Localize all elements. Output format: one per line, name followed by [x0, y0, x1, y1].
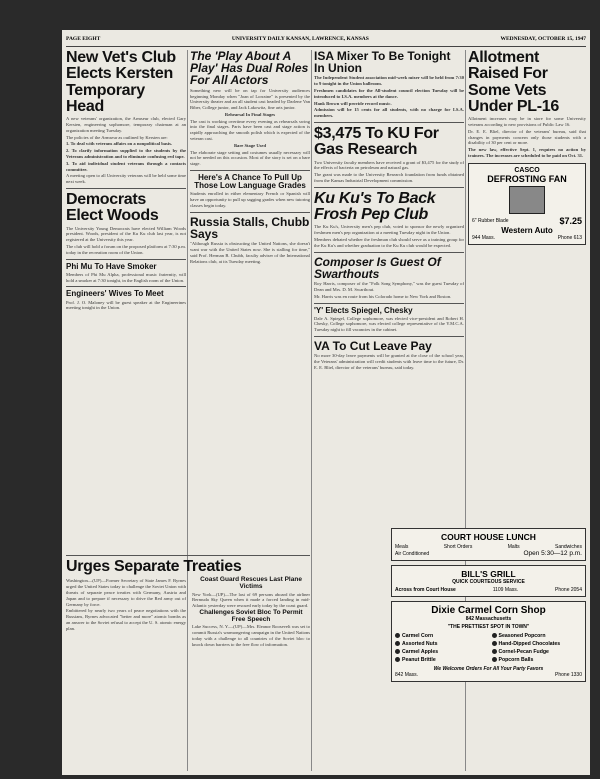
- vets-club-p3: 1. To deal with veterans affairs on a nonpolitical basis.: [66, 141, 173, 147]
- composer-p2: Mr. Harris was en route from his Colorado home to New York and Boston.: [314, 293, 452, 299]
- divider: [314, 303, 464, 304]
- bullet-icon: [395, 641, 400, 646]
- kuku-p1: The Ku Ku's, University men's pep club, voted to sponsor the newly organized freshmen men's pep organization at a meeting Tuesday night in the Union.: [314, 224, 464, 236]
- corn-items: [395, 633, 582, 663]
- kuku-headline: Ku Ku's To Back Frosh Pep Club: [314, 189, 436, 224]
- corn-item: Hand-Dipped Chocolates: [492, 641, 583, 647]
- play-sub1: Rehearsal In Final Stages: [224, 111, 276, 117]
- casco-blade: 6" Rubber Blade: [472, 217, 509, 224]
- vets-club-p4: 2. To clarify information supplied to the students by the Veterans administration and to eliminate confusing red tape.: [66, 148, 186, 160]
- vets-club-p1: A new veterans' organization, the Armseur club, elected Gary Kersten, engineering sophomore, temporary chairman at an organization meeting Tuesday.: [66, 116, 186, 133]
- coast-guard-p1: New York—(UP)—The last of 69 persons aboard the airliner Bermuda Sky Queen when it made a forced landing in mid-Atlantic yesterday were rescued early today by the coast guard.: [192, 591, 310, 609]
- corn-item: Cornel-Pecan Fudge: [492, 649, 583, 655]
- isa-p1: The Independent Student association mid-week mixer will be held from 7:30 to 9 tonight in the Union ballroom.: [314, 75, 464, 87]
- vets-club-p2: The policies of the Armseur as outlined by Kersten are:: [66, 134, 168, 140]
- column-rule: [187, 50, 188, 771]
- bullet-icon: [492, 641, 497, 646]
- allotment-p3: The new law, effective Sept. 1, requires no action by trainees. The increases are scheduled to be paid on Oct. 31.: [468, 147, 586, 159]
- lunch-hours: Open 5:30—12 p.m.: [523, 550, 582, 557]
- casco-title: DEFROSTING FAN: [487, 173, 567, 184]
- casco-address: 944 Mass.: [472, 234, 496, 241]
- isa-headline: ISA Mixer To Be Tonight In Union: [314, 50, 451, 76]
- democrats-p1: The University Young Democrats have elected William Woods president. Woods, president of the Ku Ku club last year, is not registered at the University this year.: [66, 225, 186, 243]
- urges-p2: Embittered by nearly two years of peace negotiations with the Russians, Byrnes advocated "better and more" atomic bombs as an answer to the Soviet refusal to accept the U. S. atomic energy plan.: [66, 608, 186, 631]
- urges-treaties-section: [66, 552, 310, 648]
- lunch-meals: Meals: [395, 544, 409, 550]
- divider: [190, 170, 310, 171]
- vets-club-p5: 3. To aid individual student veterans through a contacts committee.: [66, 160, 186, 172]
- lunch-malts: Malts: [507, 544, 520, 550]
- russia-headline: Russia Stalls, Chubb Says: [190, 214, 310, 241]
- corn-phone: Phone 1330: [555, 672, 582, 678]
- corn-address: 842 Massachusetts: [465, 616, 512, 622]
- y-elects-p1: Dale A. Spiegel, College sophomore, was elected vice-president and Robert H. Chesky, College sophomore, was elected college representative of the Y.M.C.A. Tuesday night to fill vacancies in the cabinet.: [314, 315, 464, 333]
- free-speech-headline: Challenges Soviet Bloc To Permit Free Speech: [199, 608, 303, 623]
- va-leave-p1: No more 30-day leave payments will be granted at the close of the school year, the Veterans' administration will credit students with leave time to the future, Dr. E. E. Bliel, director of the veterans' bureau, said today.: [314, 353, 464, 370]
- bullet-icon: [492, 649, 497, 654]
- lunch-title: COURT HOUSE LUNCH: [441, 532, 536, 542]
- coast-guard-headline: Coast Guard Rescues Last Plane Victims: [200, 576, 302, 590]
- allotment-p1: Allotment increases may be in store for some University veterans according to new provisions of Public Law 16.: [468, 116, 586, 128]
- bullet-icon: [492, 657, 497, 662]
- bills-across: Across from Court House: [395, 587, 456, 593]
- bullet-icon: [395, 657, 400, 662]
- play-p2: The cast is working overtime every evening as rehearsals swing into the final stages. Parts have been cast and stage action is rapidly approaching the smooth polish which is expected of the veteran cast.: [190, 118, 310, 142]
- bills-subtitle: QUICK COURTEOUS SERVICE: [452, 579, 525, 585]
- column-rule: [311, 50, 312, 771]
- kuku-p2: Members debated whether the freshman club should serve as a training group for the Ku Ku's and whether graduation to the Ku Ku club would be expected.: [314, 237, 464, 248]
- corn-item: Popcorn Balls: [492, 657, 583, 663]
- divider: [66, 259, 186, 260]
- column-2: [190, 50, 310, 517]
- lunch-sandwiches: Sandwiches: [555, 544, 582, 550]
- lunch-orders: Short Orders: [443, 544, 473, 550]
- allotment-headline: Allotment Raised For Some Vets Under PL-16: [468, 50, 559, 115]
- divider: [66, 555, 310, 556]
- vets-club-headline: New Vet's Club Elects Kersten Temporary Head: [66, 50, 176, 115]
- issue-date: WEDNESDAY, OCTOBER 15, 1947: [500, 36, 586, 42]
- divider: [314, 252, 464, 253]
- composer-p1: Roy Harris, composer of the "Folk Song Symphony," was the guest Tuesday of Dean and Mrs. D. M. Swarthout.: [314, 281, 464, 292]
- vets-club-p6: A meeting open to all University veterans will be held some time next week.: [66, 173, 186, 185]
- bills-phone: Phone 2054: [555, 587, 582, 593]
- court-house-lunch-ad: [391, 528, 586, 561]
- play-headline: The 'Play About A Play' Has Dual Roles For All Actors: [190, 50, 309, 88]
- play-sub2: Bare Stage Used: [233, 142, 267, 148]
- column-1: [66, 50, 186, 517]
- gas-research-p1: Two University faculty members have received a grant of $3,475 for the study of the effects of bacteria on petroleum and natural gas.: [314, 159, 464, 171]
- bullet-icon: [395, 649, 400, 654]
- democrats-p2: The club will hold a forum on the proposed platform at 7:30 p.m. today in the recreation room of the Union.: [66, 244, 186, 255]
- divider: [314, 336, 464, 337]
- page-number: PAGE EIGHT: [66, 36, 101, 42]
- lunch-ad-wrap: [391, 524, 586, 682]
- divider: [314, 187, 464, 188]
- play-p1: Something new will be on tap for University audiences beginning Monday when "Joan of Lorraine" is presented by the University theater and an all student cast headed by Darlene Van Biber, College junior, and Jack Lakowitz, fine arts junior.: [190, 87, 310, 111]
- phi-mu-headline: Phi Mu To Have Smoker: [66, 261, 157, 271]
- corn-item: Peanut Brittle: [395, 657, 486, 663]
- corn-item: Carmel Apples: [395, 649, 486, 655]
- casco-phone: Phone 613: [557, 234, 582, 241]
- engineers-wives-p1: Prof. J. O. Maloney will be guest speaker at the Engineerines meeting tonight in the Union.: [66, 299, 186, 311]
- fan-image-icon: [509, 186, 545, 214]
- bills-grill-ad: [391, 565, 586, 597]
- divider: [314, 122, 464, 123]
- engineers-wives-headline: Engineers' Wives To Meet: [66, 289, 164, 299]
- y-elects-headline: 'Y' Elects Spiegel, Chesky: [314, 305, 413, 315]
- corn-item: Seasoned Popcorn: [492, 633, 583, 639]
- corn-item: Carmel Corn: [395, 633, 486, 639]
- gas-research-p2: The grant was made to the University Research foundation from funds obtained from the Kansas Industrial Development commission.: [314, 172, 464, 184]
- play-p3: The elaborate stage setting and costumes usually necessary will not be needed on this occasion. Most of the story is set on a bare stage.: [190, 149, 310, 167]
- language-headline: Here's A Chance To Pull Up Those Low Language Grades: [194, 173, 306, 191]
- lunch-air: Air Conditioned: [395, 550, 430, 557]
- bullet-icon: [492, 633, 497, 638]
- isa-p2: Freshmen candidates for the All-student council election Tuesday will be introduced to I.S.A. members at the dance.: [314, 88, 464, 99]
- bullet-icon: [395, 633, 400, 638]
- corn-address-2: 842 Mass.: [395, 672, 419, 678]
- divider: [190, 212, 310, 213]
- va-leave-headline: VA To Cut Leave Pay: [314, 339, 432, 354]
- divider: [66, 188, 186, 189]
- free-speech-p1: Lake Success, N. Y.—(UP)—Mrs. Eleanor Roosevelt was set to commit Russia's warmongering campaign in the United Nations today with a challenge to all countries of the Soviet bloc to knock down barriers to the free flow of information.: [192, 624, 310, 647]
- bills-address: 1109 Mass.: [492, 587, 519, 593]
- isa-p4: Admission will be 15 cents for all students, with no charge for I.S.A. members.: [314, 107, 464, 119]
- corn-tagline: "THE PRETTIEST SPOT IN TOWN": [447, 624, 530, 630]
- corn-item: Assorted Nuts: [395, 641, 486, 647]
- corn-title: Dixie Carmel Corn Shop: [431, 605, 546, 616]
- bills-title: BILL'S GRILL: [461, 569, 516, 579]
- masthead: [66, 32, 586, 47]
- divider: [66, 286, 186, 287]
- corn-welcome: We Welcome Orders For All Your Party Favors: [433, 666, 544, 672]
- phi-mu-p1: Members of Phi Mu Alpha, professional music fraternity, will hold a smoker at 7:30 tonight, in the English room of the Union.: [66, 271, 186, 283]
- casco-price: $7.25: [559, 215, 582, 226]
- composer-headline: Composer Is Guest Of Swarthouts: [314, 254, 441, 281]
- language-p1: Students enrolled in either elementary French or Spanish will have an opportunity to pull up sagging grades when new tutoring classes begin today.: [190, 191, 310, 208]
- casco-store: Western Auto: [501, 225, 553, 235]
- dixie-corn-ad: [391, 601, 586, 682]
- casco-brand: CASCO: [514, 166, 540, 174]
- allotment-p2: Dr. E. E. Bliel, director of the veterans' bureau, said that changes in payments concern only those students with a disability of 30 per cent or more.: [468, 128, 586, 146]
- russia-p1: "Although Russia is obstructing the United Nations, she doesn't want war with the United States now. She is stalling for time," said Prof. Herman B. Chubb, faculty adviser of the International Relations club, at its Tuesday meeting.: [190, 241, 310, 264]
- casco-ad: [468, 163, 586, 245]
- democrats-headline: Democrats Elect Woods: [66, 191, 159, 225]
- gas-research-headline: $3,475 To KU For Gas Research: [314, 125, 439, 159]
- newspaper-page: [62, 30, 590, 775]
- paper-name: UNIVERSITY DAILY KANSAN, LAWRENCE, KANSAS: [231, 36, 369, 42]
- urges-headline: Urges Separate Treaties: [66, 558, 242, 575]
- urges-p1: Washington—(UP)—Former Secretary of State James F. Byrnes urged the United States today to challenge the Soviet Union with threats of separate peace treaties with Germany, Austria and Japan and to prepare if necessary to drive the Red army out of Germany by force.: [66, 578, 186, 607]
- isa-p3: Hank Brown will provide record music.: [314, 100, 392, 106]
